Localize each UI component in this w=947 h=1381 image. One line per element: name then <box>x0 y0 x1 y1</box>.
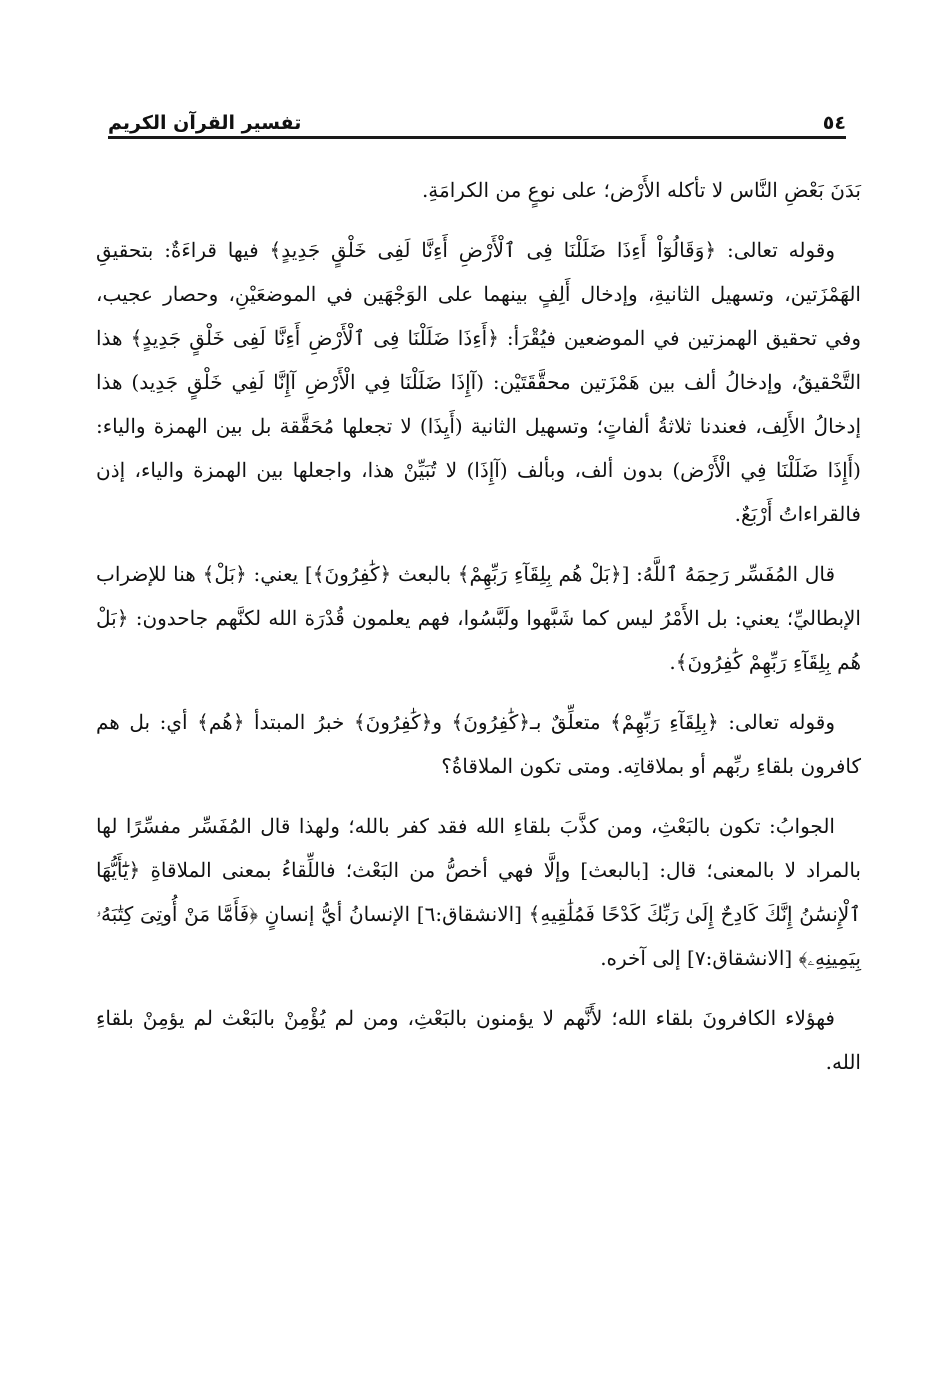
paragraph: بَدَنَ بَعْضِ النَّاس لا تأكله الأَرْض؛ على نوعٍ من الكرامَةِ. <box>421 178 861 202</box>
page-number: ٥٤ <box>822 112 846 134</box>
book-title: تفسير القرآن الكريم <box>108 112 302 134</box>
paragraph: وقوله تعالى: ﴿بِلِقَآءِ رَبِّهِمْ﴾ متعلِّقٌ بـ﴿كَٰفِرُونَ﴾ و﴿كَٰفِرُونَ﴾ خبرُ المبتدأ ﴿هُم﴾ أي: بل هم كافرون بلقاءِ ربِّهم أو بملاقاتِه. ومتى تكون الملاقاةُ؟ <box>96 710 861 778</box>
paragraph: فهؤلاء الكافرونَ بلقاء الله؛ لأَنَّهم لا يؤمنون بالبَعْثِ، ومن لم يُؤْمِنْ بالبَعْث لم يؤمِنْ بلقاءِ الله. <box>96 1006 861 1074</box>
paragraph: وقوله تعالى: ﴿وَقَالُوٓاْ أَءِذَا ضَلَلْنَا فِى ٱلْأَرْضِ أَءِنَّا لَفِى خَلْقٍ جَدِيدٍ﴾ فيها قراءَةٌ: بتحقيقِ الهَمْزَتين، وتسهيل الثانيةِ، وإدخال أَلِفٍ بينهما على الوَجْهَين في الموضعَيْنِ، وحصار عجيب، وفي تحقيق الهمزتين في الموضعين فيُقْرَأ: ﴿أَءِذَا ضَلَلْنَا فِى ٱلْأَرْضِ أَءِنَّا لَفِى خَلْقٍ جَدِيدٍ﴾ هذا التَّحْقيقُ، وإدخالُ ألف بين هَمْزَتين محقَّقَتَيْن: (آإِذَا ضَلَلْنَا فِي الْأَرْضِ آإِنَّا لَفِي خَلْقٍ جَدِيد) هذا إدخالُ الأَلِف، فعندنا ثلاثةُ ألفاتٍ؛ وتسهيل الثانية (أَيِذَا) لا تجعلها مُحَقَّقة بل بين الهمزة والياء: (أَإِذَا ضَلَلْنَا فِي الْأَرْض) بدون ألف، وبألف (آإِذَا) لا تُبَيِّنْ هذا، واجعلها بين الهمزة والياء، إذن فالقراءاتُ أَرْبَعٌ. <box>96 238 861 526</box>
page-header <box>108 100 846 134</box>
body-text <box>96 168 861 1100</box>
paragraph: الجوابُ: تكون بالبَعْثِ، ومن كذَّبَ بلقاءِ الله فقد كفر بالله؛ ولهذا قال المُفَسِّر مفسِّرًا لها بالمراد لا بالمعنى؛ قال: [بالبعث] وإلَّا فهي أخصُّ من البَعْث؛ فاللِّقاءُ بمعنى الملاقاةِ ﴿يَٰٓأَيُّهَا ٱلْإِنسَٰنُ إِنَّكَ كَادِحٌ إِلَىٰ رَبِّكَ كَدْحًا فَمُلَٰقِيهِ﴾ [الانشقاق:٦] الإنسانُ أيُّ إنسانٍ ﴿فَأَمَّا مَنْ أُوتِىَ كِتَٰبَهُۥ بِيَمِينِهِۦ﴾ [الانشقاق:٧] إلى آخره. <box>96 814 861 970</box>
paragraph: قال المُفَسِّر رَحِمَهُ ٱللَّهُ: [﴿بَلْ هُم بِلِقَآءِ رَبِّهِمْ﴾ بالبعث ﴿كَٰفِرُونَ﴾] يعني: ﴿بَلْ﴾ هنا للإضراب الإبطاليِّ؛ يعني: بل الأَمْرُ ليس كما شَبَّهوا ولَبَّسُوا، فهم يعلمون قُدْرَة الله لكنَّهم جاحدون: ﴿بَلْ هُم بِلِقَآءِ رَبِّهِمْ كَٰفِرُونَ﴾. <box>96 562 861 674</box>
header-divider <box>108 136 846 139</box>
